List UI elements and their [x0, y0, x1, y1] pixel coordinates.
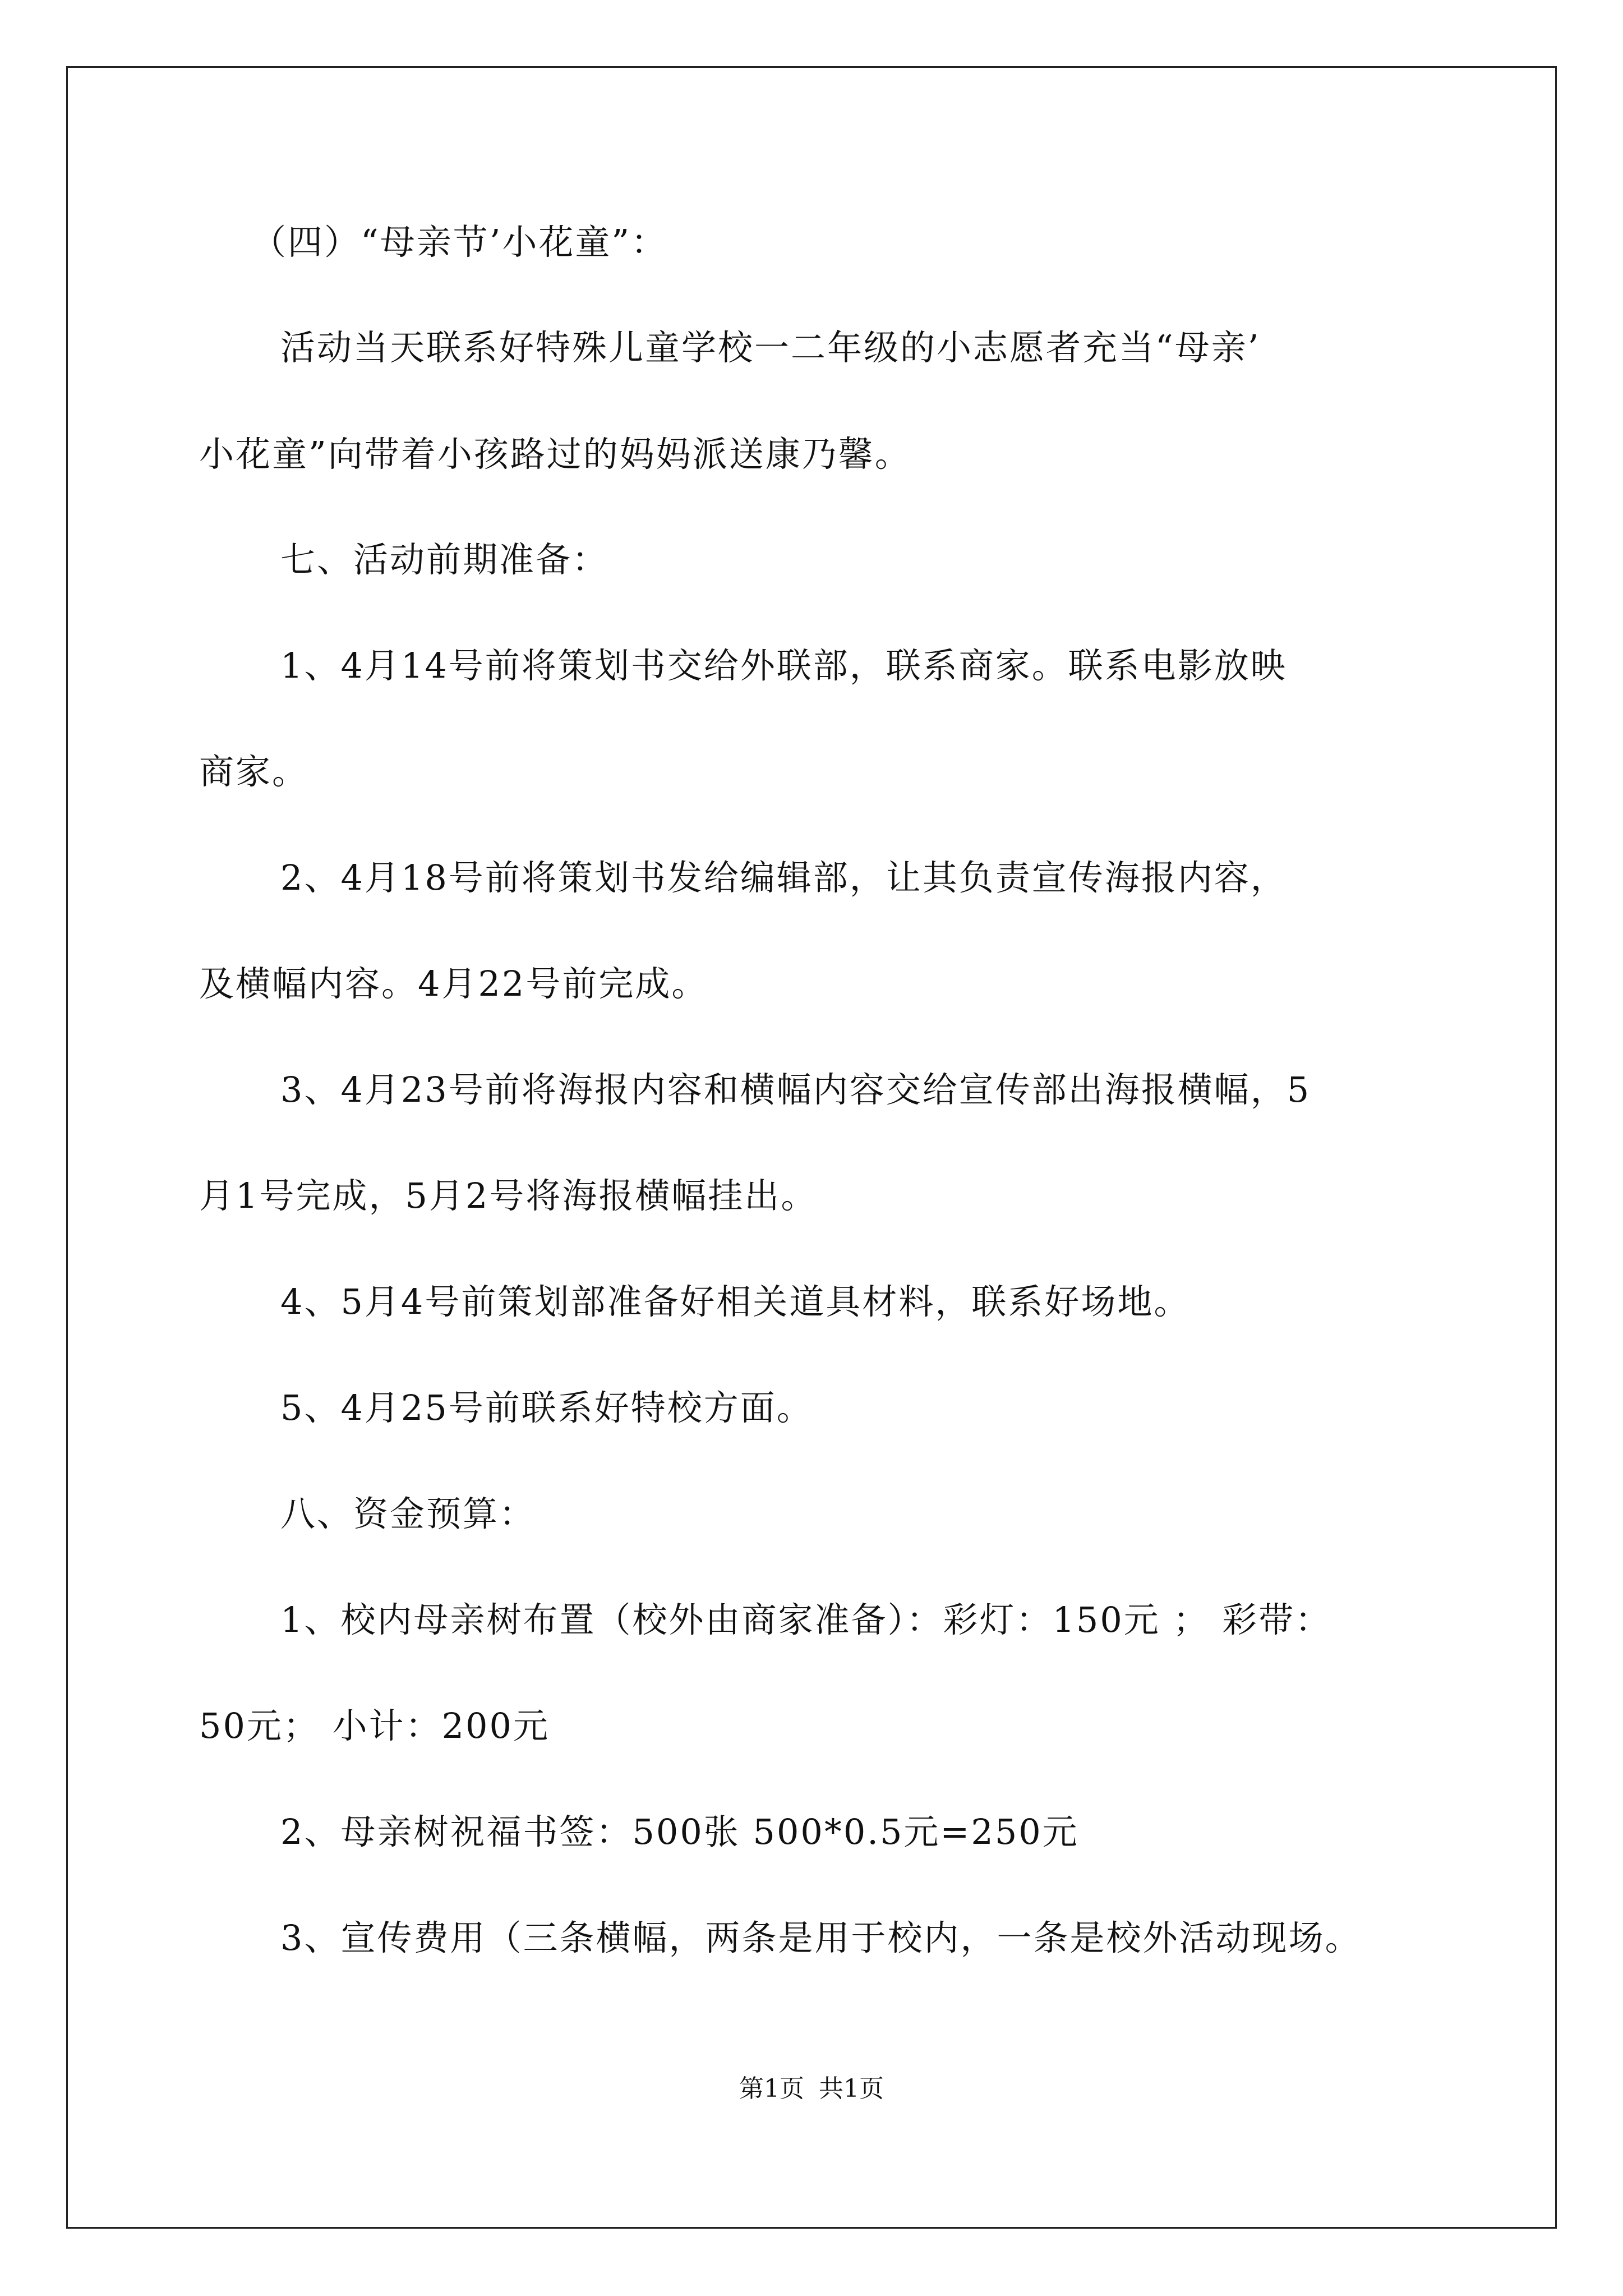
paragraph-line: 及横幅内容。4月22号前完成。	[199, 963, 708, 1004]
page-border	[66, 66, 1557, 2229]
paragraph-line: 2、4月18号前将策划书发给编辑部，让其负责宣传海报内容，	[280, 857, 1287, 898]
paragraph-line: 2、母亲树祝福书签：500张 500*0.5元=250元	[280, 1811, 1079, 1852]
paragraph-line: 3、4月23号前将海报内容和横幅内容交给宣传部出海报横幅，5	[280, 1069, 1311, 1110]
heading-section-eight: 八、资金预算：	[280, 1493, 536, 1534]
paragraph-line: 4、5月4号前策划部准备好相关道具材料，联系好场地。	[280, 1281, 1191, 1322]
paragraph-line: 小花童”向带着小孩路过的妈妈派送康乃馨。	[199, 434, 911, 475]
paragraph-line: 1、4月14号前将策划书交给外联部，联系商家。联系电影放映	[280, 645, 1287, 686]
paragraph-line: 月1号完成，5月2号将海报横幅挂出。	[199, 1175, 818, 1216]
paragraph-line: 1、校内母亲树布置（校外由商家准备）：彩灯：150元 ； 彩带：	[280, 1599, 1332, 1640]
heading-section-seven: 七、活动前期准备：	[280, 539, 609, 580]
paragraph-line: 50元； 小计：200元	[199, 1705, 550, 1746]
paragraph-line: 5、4月25号前联系好特校方面。	[280, 1387, 813, 1428]
paragraph-line: 商家。	[199, 751, 309, 792]
paragraph-line: 活动当天联系好特殊儿童学校一二年级的小志愿者充当“母亲’	[280, 327, 1261, 368]
paragraph-line: 3、宣传费用（三条横幅，两条是用于校内，一条是校外活动现场。	[280, 1917, 1362, 1958]
page-footer	[0, 2072, 1623, 2106]
heading-section-four: （四）“母亲节’小花童”：	[251, 222, 668, 263]
page-total: 共1页	[819, 2074, 884, 2103]
page-current: 第1页	[739, 2074, 804, 2103]
